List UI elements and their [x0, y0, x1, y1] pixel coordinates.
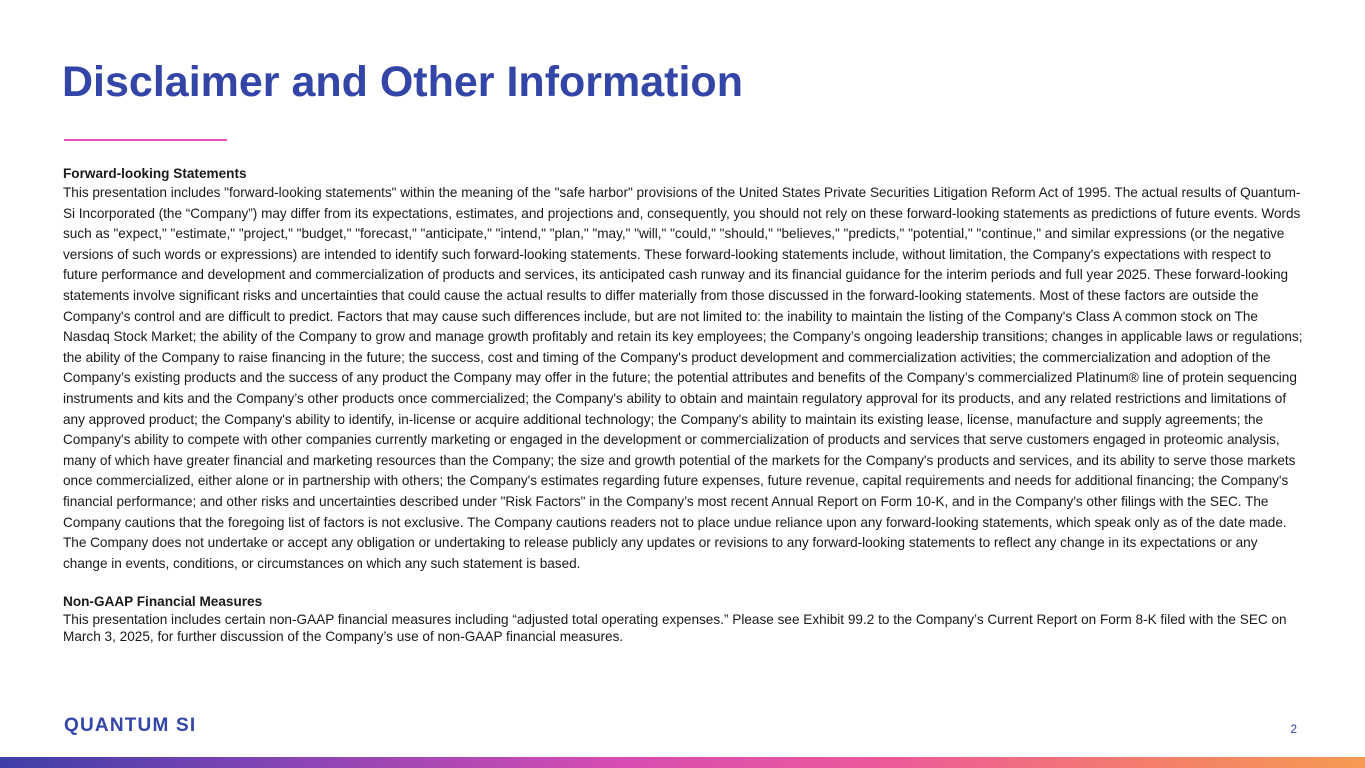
quantum-si-logo: QUANTUM SI	[64, 715, 197, 736]
slide-title: Disclaimer and Other Information	[62, 58, 743, 106]
non-gaap-body: This presentation includes certain non-GAAP financial measures including “adjusted total operating expenses.” Please see Exhibit 99.2 to the Company’s Current Report on Form 8-K filed with the SEC on March 3, 2025, for further discussion of the Company’s use of non-GAAP financial measures.	[63, 612, 1287, 645]
footer-gradient-bar	[0, 757, 1365, 768]
page-number: 2	[1290, 722, 1297, 736]
disclaimer-content	[63, 165, 1303, 645]
forward-looking-body: This presentation includes "forward-looking statements" within the meaning of the "safe harbor" provisions of the United States Private Securities Litigation Reform Act of 1995. The actual results of Quantum-Si Incorporated (the “Company”) may differ from its expectations, estimates, and projections and, consequently, you should not rely on these forward-looking statements as predictions of future events. Words such as "expect," "estimate," "project," "budget," "forecast," "anticipate," "intend," "plan," "may," "will," "could," "should," "believes," "predicts," "potential," "continue," and similar expressions (or the negative versions of such words or expressions) are intended to identify such forward-looking statements. These forward-looking statements include, without limitation, the Company's expectations with respect to future performance and development and commercialization of products and services, its anticipated cash runway and its financial guidance for the interim periods and full year 2025. These forward-looking statements involve significant risks and uncertainties that could cause the actual results to differ materially from those discussed in the forward-looking statements. Most of these factors are outside the Company's control and are difficult to predict. Factors that may cause such differences include, but are not limited to: the inability to maintain the listing of the Company's Class A common stock on The Nasdaq Stock Market; the ability of the Company to grow and manage growth profitably and retain its key employees; the Company’s ongoing leadership transitions; changes in applicable laws or regulations; the ability of the Company to raise financing in the future; the success, cost and timing of the Company's product development and commercialization activities; the commercialization and adoption of the Company’s existing products and the success of any product the Company may offer in the future; the potential attributes and benefits of the Company’s commercialized Platinum® line of protein sequencing instruments and kits and the Company’s other products once commercialized; the Company's ability to obtain and maintain regulatory approval for its products, and any related restrictions and limitations of any approved product; the Company's ability to identify, in-license or acquire additional technology; the Company's ability to maintain its existing lease, license, manufacture and supply agreements; the Company's ability to compete with other companies currently marketing or engaged in the development or commercialization of products and services that serve customers engaged in proteomic analysis, many of which have greater financial and marketing resources than the Company; the size and growth potential of the markets for the Company's products and services, and its ability to serve those markets once commercialized, either alone or in partnership with others; the Company's estimates regarding future expenses, future revenue, capital requirements and needs for additional financing; the Company's financial performance; and other risks and uncertainties described under "Risk Factors" in the Company’s most recent Annual Report on Form 10-K, and in the Company's other filings with the SEC. The Company cautions that the foregoing list of factors is not exclusive. The Company cautions readers not to place undue reliance upon any forward-looking statements, which speak only as of the date made. The Company does not undertake or accept any obligation or undertaking to release publicly any updates or revisions to any forward-looking statements to reflect any change in its expectations or any change in events, conditions, or circumstances on which any such statement is based.	[63, 185, 1303, 571]
non-gaap-section	[63, 593, 1303, 645]
forward-looking-heading: Forward-looking Statements	[63, 166, 247, 181]
non-gaap-heading: Non-GAAP Financial Measures	[63, 594, 263, 610]
forward-looking-section	[63, 165, 1303, 574]
title-accent-rule	[64, 139, 227, 141]
